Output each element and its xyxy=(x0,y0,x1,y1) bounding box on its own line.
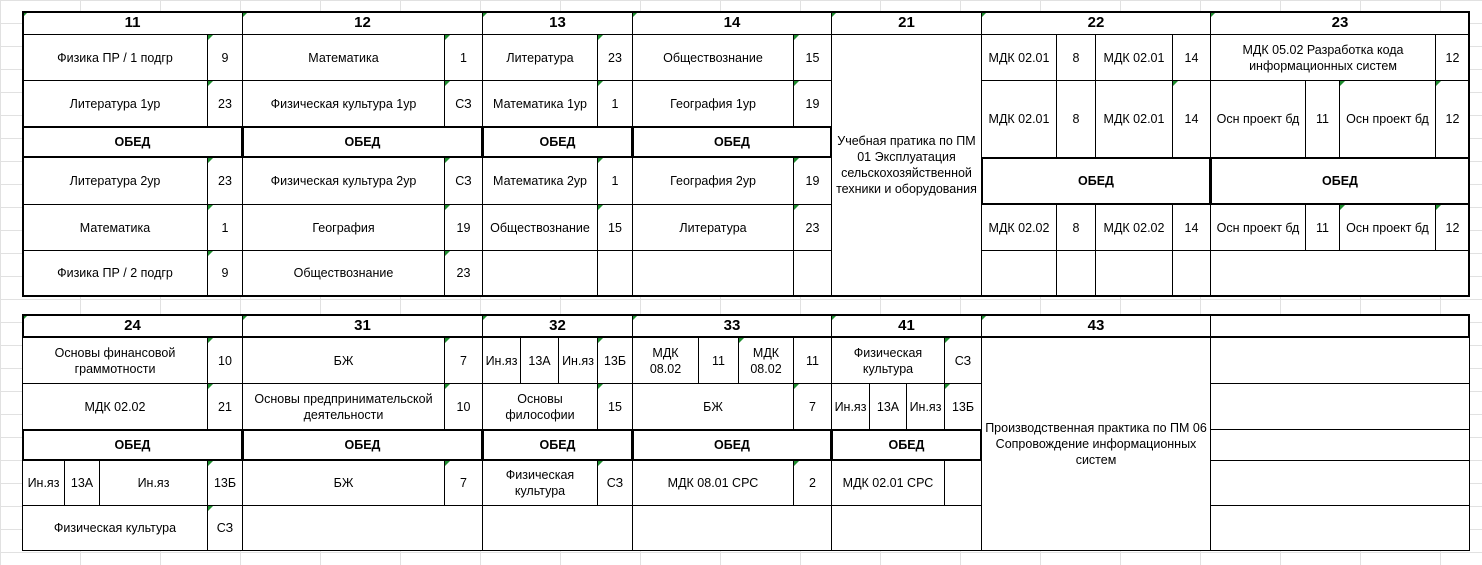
g24-subject-a-3[interactable]: Ин.яз xyxy=(22,460,65,506)
g13-empty-subject-5[interactable] xyxy=(482,250,598,296)
g21-practice[interactable]: Учебная пратика по ПМ 01 Эксплуатация сельскохозяйственной техники и оборудования xyxy=(831,34,982,296)
g13-subject-4[interactable]: Обществознание xyxy=(482,204,598,251)
g22-room-b-1[interactable]: 14 xyxy=(1172,34,1211,81)
g14-subject-2[interactable]: География 1ур xyxy=(632,80,794,127)
g24-room-1[interactable]: 10 xyxy=(207,337,243,384)
g14-empty-subject-5[interactable] xyxy=(632,250,794,296)
g11-subject-4[interactable]: Математика xyxy=(22,204,208,251)
g22-room-a-3[interactable]: 8 xyxy=(1056,204,1096,251)
group-header-32[interactable]: 32 xyxy=(482,314,633,338)
g14-subject-1[interactable]: Обществознание xyxy=(632,34,794,81)
g14-empty-room-5[interactable] xyxy=(793,250,832,296)
g14-room-1[interactable]: 15 xyxy=(793,34,832,81)
g23-room-a-3[interactable]: 11 xyxy=(1305,204,1340,251)
g11-room-1[interactable]: 9 xyxy=(207,34,243,81)
g32-subject-3[interactable]: Физическая культура xyxy=(482,460,598,506)
g22-empty-room-b-4[interactable] xyxy=(1172,250,1211,296)
g11-lunch[interactable]: ОБЕД xyxy=(22,126,243,158)
group-header-21[interactable]: 21 xyxy=(831,11,982,35)
g32-subject-a-1[interactable]: Ин.яз xyxy=(482,337,521,384)
g13-room-4[interactable]: 15 xyxy=(597,204,633,251)
g23-subject-1[interactable]: МДК 05.02 Разработка кода информационных систем xyxy=(1210,34,1436,81)
g43-practice[interactable]: Производственная практика по ПМ 06 Сопровождение информационных систем xyxy=(981,337,1211,551)
g22-subject-b-3[interactable]: МДК 02.02 xyxy=(1095,204,1173,251)
g22-subject-a-3[interactable]: МДК 02.02 xyxy=(981,204,1057,251)
g13-room-3[interactable]: 1 xyxy=(597,157,633,205)
g24-subject-1[interactable]: Основы финансовой граммотности xyxy=(22,337,208,384)
g22-room-b-3[interactable]: 14 xyxy=(1172,204,1211,251)
g23-room-1[interactable]: 12 xyxy=(1435,34,1470,81)
g13-room-2[interactable]: 1 xyxy=(597,80,633,127)
group-header-33[interactable]: 33 xyxy=(632,314,832,338)
g24-lunch[interactable]: ОБЕД xyxy=(22,429,243,461)
g41-subject-b-2[interactable]: Ин.яз xyxy=(906,383,945,430)
g22-room-b-2[interactable]: 14 xyxy=(1172,80,1211,158)
g12-room-3[interactable]: СЗ xyxy=(444,157,483,205)
g11-subject-5[interactable]: Физика ПР / 2 подгр xyxy=(22,250,208,296)
g33-empty-4[interactable] xyxy=(632,505,832,551)
empty-header[interactable] xyxy=(1210,314,1470,338)
g22-empty-room-a-4[interactable] xyxy=(1056,250,1096,296)
g33-room-b-1[interactable]: 11 xyxy=(793,337,832,384)
g33-subject-2[interactable]: БЖ xyxy=(632,383,794,430)
g41-lunch[interactable]: ОБЕД xyxy=(831,429,982,461)
g23-subject-b-3[interactable]: Осн проект бд xyxy=(1339,204,1436,251)
g33-subject-b-1[interactable]: МДК 08.02 xyxy=(738,337,794,384)
g22-empty-b-4[interactable] xyxy=(1095,250,1173,296)
g22-empty-a-4[interactable] xyxy=(981,250,1057,296)
g12-lunch[interactable]: ОБЕД xyxy=(242,126,483,158)
g11-room-5[interactable]: 9 xyxy=(207,250,243,296)
g41-subject-a-2[interactable]: Ин.яз xyxy=(831,383,870,430)
g12-subject-1[interactable]: Математика xyxy=(242,34,445,81)
g31-room-1[interactable]: 7 xyxy=(444,337,483,384)
g22-lunch[interactable]: ОБЕД xyxy=(981,157,1211,205)
empty-right-3[interactable] xyxy=(1210,429,1470,461)
g31-subject-2[interactable]: Основы предпринимательской деятельности xyxy=(242,383,445,430)
group-header-13[interactable]: 13 xyxy=(482,11,633,35)
g14-subject-3[interactable]: География 2ур xyxy=(632,157,794,205)
group-header-14[interactable]: 14 xyxy=(632,11,832,35)
g32-room-2[interactable]: 15 xyxy=(597,383,633,430)
g41-subject-1[interactable]: Физическая культура xyxy=(831,337,945,384)
g23-subject-a-2[interactable]: Осн проект бд xyxy=(1210,80,1306,158)
g33-subject-a-1[interactable]: МДК 08.02 xyxy=(632,337,699,384)
g11-room-4[interactable]: 1 xyxy=(207,204,243,251)
g41-room-b-2[interactable]: 13Б xyxy=(944,383,982,430)
g11-subject-3[interactable]: Литература 2ур xyxy=(22,157,208,205)
g32-empty-4[interactable] xyxy=(482,505,633,551)
g31-subject-1[interactable]: БЖ xyxy=(242,337,445,384)
g24-subject-b-3[interactable]: Ин.яз xyxy=(99,460,208,506)
empty-right-2[interactable] xyxy=(1210,383,1470,430)
g14-subject-4[interactable]: Литература xyxy=(632,204,794,251)
group-header-24[interactable]: 24 xyxy=(22,314,243,338)
g14-room-3[interactable]: 19 xyxy=(793,157,832,205)
g13-subject-3[interactable]: Математика 2ур xyxy=(482,157,598,205)
g14-room-4[interactable]: 23 xyxy=(793,204,832,251)
g24-subject-2[interactable]: МДК 02.02 xyxy=(22,383,208,430)
g32-lunch[interactable]: ОБЕД xyxy=(482,429,633,461)
group-header-43[interactable]: 43 xyxy=(981,314,1211,338)
g33-subject-3[interactable]: МДК 08.01 СРС xyxy=(632,460,794,506)
g24-room-b-3[interactable]: 13Б xyxy=(207,460,243,506)
g22-room-a-1[interactable]: 8 xyxy=(1056,34,1096,81)
g31-lunch[interactable]: ОБЕД xyxy=(242,429,483,461)
g24-room-a-3[interactable]: 13А xyxy=(64,460,100,506)
g22-subject-a-1[interactable]: МДК 02.01 xyxy=(981,34,1057,81)
g12-subject-3[interactable]: Физическая культура 2ур xyxy=(242,157,445,205)
g31-empty-4[interactable] xyxy=(242,505,483,551)
g13-subject-2[interactable]: Математика 1ур xyxy=(482,80,598,127)
empty-right-4[interactable] xyxy=(1210,460,1470,506)
g23-room-b-2[interactable]: 12 xyxy=(1435,80,1470,158)
g23-lunch[interactable]: ОБЕД xyxy=(1210,157,1470,205)
g11-subject-1[interactable]: Физика ПР / 1 подгр xyxy=(22,34,208,81)
g23-empty-4[interactable] xyxy=(1210,250,1470,296)
g32-room-b-1[interactable]: 13Б xyxy=(597,337,633,384)
g31-subject-3[interactable]: БЖ xyxy=(242,460,445,506)
g11-room-3[interactable]: 23 xyxy=(207,157,243,205)
g12-room-1[interactable]: 1 xyxy=(444,34,483,81)
g12-room-2[interactable]: СЗ xyxy=(444,80,483,127)
g22-subject-b-1[interactable]: МДК 02.01 xyxy=(1095,34,1173,81)
g24-room-4[interactable]: СЗ xyxy=(207,505,243,551)
g12-subject-4[interactable]: География xyxy=(242,204,445,251)
g13-lunch[interactable]: ОБЕД xyxy=(482,126,633,158)
group-header-11[interactable]: 11 xyxy=(22,11,243,35)
g12-subject-5[interactable]: Обществознание xyxy=(242,250,445,296)
g32-room-a-1[interactable]: 13А xyxy=(520,337,559,384)
g33-room-2[interactable]: 7 xyxy=(793,383,832,430)
empty-right-1[interactable] xyxy=(1210,337,1470,384)
g32-subject-2[interactable]: Основы философии xyxy=(482,383,598,430)
g24-room-2[interactable]: 21 xyxy=(207,383,243,430)
empty-right-5[interactable] xyxy=(1210,505,1470,551)
g13-subject-1[interactable]: Литература xyxy=(482,34,598,81)
g11-room-2[interactable]: 23 xyxy=(207,80,243,127)
g32-subject-b-1[interactable]: Ин.яз xyxy=(558,337,598,384)
g14-room-2[interactable]: 19 xyxy=(793,80,832,127)
group-header-41[interactable]: 41 xyxy=(831,314,982,338)
g23-subject-a-3[interactable]: Осн проект бд xyxy=(1210,204,1306,251)
g33-room-a-1[interactable]: 11 xyxy=(698,337,739,384)
g23-subject-b-2[interactable]: Осн проект бд xyxy=(1339,80,1436,158)
g33-lunch[interactable]: ОБЕД xyxy=(632,429,832,461)
group-header-12[interactable]: 12 xyxy=(242,11,483,35)
g41-subject-3[interactable]: МДК 02.01 СРС xyxy=(831,460,945,506)
g14-lunch[interactable]: ОБЕД xyxy=(632,126,832,158)
g22-subject-a-2[interactable]: МДК 02.01 xyxy=(981,80,1057,158)
g13-empty-room-5[interactable] xyxy=(597,250,633,296)
group-header-22[interactable]: 22 xyxy=(981,11,1211,35)
g31-room-2[interactable]: 10 xyxy=(444,383,483,430)
g31-room-3[interactable]: 7 xyxy=(444,460,483,506)
g22-subject-b-2[interactable]: МДК 02.01 xyxy=(1095,80,1173,158)
g22-room-a-2[interactable]: 8 xyxy=(1056,80,1096,158)
g41-room-1[interactable]: СЗ xyxy=(944,337,982,384)
group-header-23[interactable]: 23 xyxy=(1210,11,1470,35)
g24-subject-4[interactable]: Физическая культура xyxy=(22,505,208,551)
g41-room-a-2[interactable]: 13А xyxy=(869,383,907,430)
g23-room-b-3[interactable]: 12 xyxy=(1435,204,1470,251)
g11-subject-2[interactable]: Литература 1ур xyxy=(22,80,208,127)
g13-room-1[interactable]: 23 xyxy=(597,34,633,81)
g33-room-3[interactable]: 2 xyxy=(793,460,832,506)
g23-room-a-2[interactable]: 11 xyxy=(1305,80,1340,158)
g41-room-3[interactable] xyxy=(944,460,982,506)
g12-room-4[interactable]: 19 xyxy=(444,204,483,251)
g32-room-3[interactable]: СЗ xyxy=(597,460,633,506)
group-header-31[interactable]: 31 xyxy=(242,314,483,338)
g41-empty-4[interactable] xyxy=(831,505,982,551)
g12-subject-2[interactable]: Физическая культура 1ур xyxy=(242,80,445,127)
g12-room-5[interactable]: 23 xyxy=(444,250,483,296)
